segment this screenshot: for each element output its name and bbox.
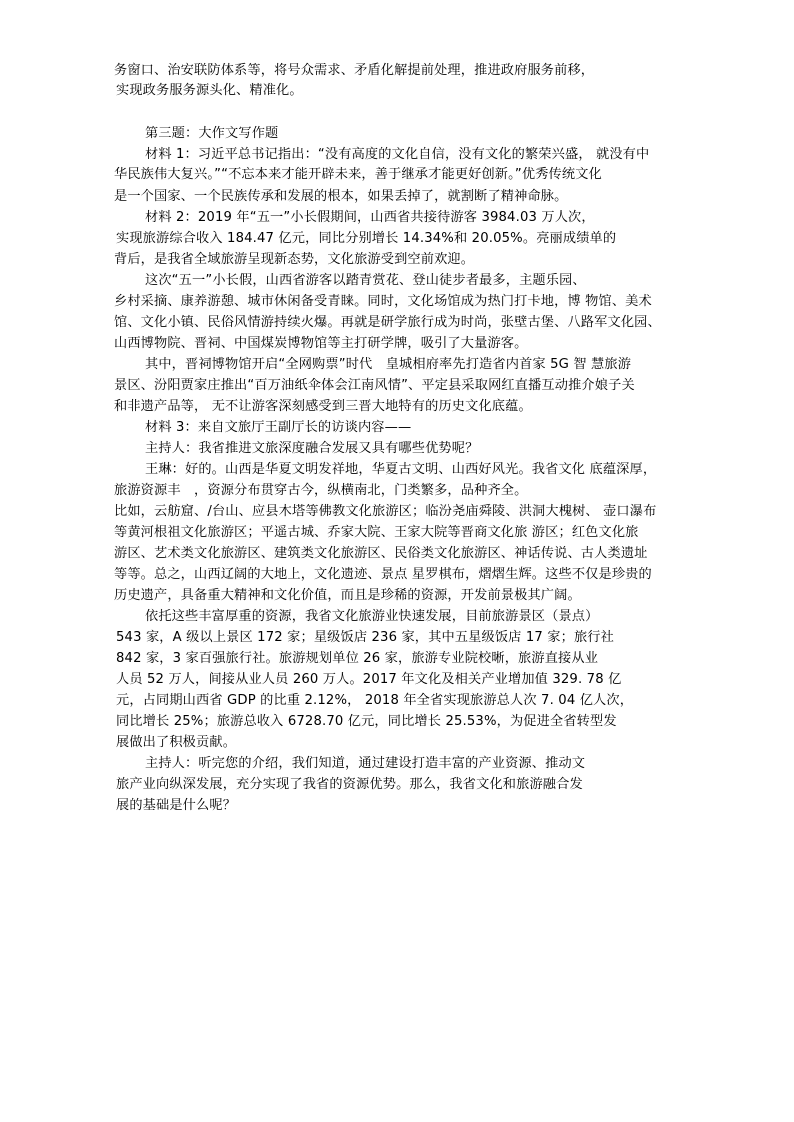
text-line: 旅游资源丰 ，资源分布贯穿古今，纵横南北，门类繁多，品种齐全。: [114, 483, 528, 498]
section-heading: 第三题：大作文写作题: [145, 126, 279, 141]
text-line: 等黄河根祖文化旅游区；平遥古城、乔家大院、王家大院等晋商文化旅 游区；红色文化旅: [114, 525, 639, 540]
text-line: 842 家，3 家百强旅行社。旅游规划单位 26 家，旅游专业院校晰，旅游直接从业: [116, 651, 599, 666]
text-line: 务窗口、治安联防体系等，将号众需求、矛盾化解提前处理，推进政府服务前移，: [114, 63, 595, 78]
text-line: 历史遗产，具备重大精神和文化价值，而且是珍稀的资源，开发前景极其广阔。: [114, 588, 581, 603]
text-line: 乡村采摘、康养游憩、城市休闲备受青睐。同时，文化场馆成为热门打卡地，博 物馆、美术: [114, 294, 652, 309]
text-line: 其中，晋祠博物馆开启“全网购票”时代 皇城相府率先打造省内首家 5G 智 慧旅游: [145, 357, 632, 372]
text-line: 543 家，A 级以上景区 172 家；星级饭店 236 家，其中五星级饭店 17 家；旅行社: [116, 630, 614, 645]
text-line: 依托这些丰富厚重的资源，我省文化旅游业快速发展，目前旅游景区（景点）: [145, 609, 599, 624]
text-line: 山西博物院、晋祠、中国煤炭博物馆等主打研学牌，吸引了大量游客。: [114, 336, 528, 351]
text-line: 这次“五一”小长假，山西省游客以踏青赏花、登山徒步者最多，主题乐园、: [145, 273, 586, 288]
text-line: 背后，是我省全域旅游呈现新态势，文化旅游受到空前欢迎。: [114, 252, 475, 267]
text-line: 游区、艺术类文化旅游区、建筑类文化旅游区、民俗类文化旅游区、神话传说、古人类遗址: [114, 546, 648, 561]
text-line: 王琳：好的。山西是华夏文明发祥地，华夏古文明、山西好风光。我省文化 底蕴深厚，: [145, 462, 657, 477]
text-line: 华民族伟大复兴。”“不忘本来才能开辟未来，善于继承才能更好创新。”优秀传统文化: [114, 167, 602, 182]
text-line: 主持人：听完您的介绍，我们知道，通过建设打造丰富的产业资源、推动文: [145, 756, 586, 771]
text-line: 旅产业向纵深发展，充分实现了我省的资源优势。那么，我省文化和旅游融合发: [116, 777, 583, 792]
text-line: 实现旅游综合收入 184.47 亿元，同比分别增长 14.34%和 20.05%。亮丽成绩单的: [116, 231, 617, 246]
text-line: 和非遗产品等， 无不让游客深刻感受到三晋大地特有的历史文化底蕴。: [114, 399, 532, 414]
text-line: 是一个国家、一个民族传承和发展的根本，如果丢掉了，就割断了精神命脉。: [114, 189, 568, 204]
text-line: 比如，云舫窟、/台山、应县木塔等佛教文化旅游区；临汾尧庙舜陵、洪洞大槐树、 壶口瀑布: [114, 504, 657, 519]
text-line: 馆、文化小镇、民俗风情游持续火爆。再就是研学旅行成为时尚，张壁古堡、八路军文化园、: [114, 315, 661, 330]
text-line: 元，占同期山西省 GDP 的比重 2.12%， 2018 年全省实现旅游总人次 7. 04 亿人次，: [116, 693, 634, 708]
text-line: 人员 52 万人，间接从业人员 260 万人。2017 年文化及相关产业增加值 329. 78 亿: [116, 672, 622, 687]
text-line: 景区、汾阳贾家庄推出“百万油纸伞体会江南风情”、平定县采取网红直播互动推介娘子关: [114, 378, 635, 393]
text-line: 材料 1：习近平总书记指出：“没有高度的文化自信，没有文化的繁荣兴盛， 就没有中: [145, 147, 650, 162]
text-line: 材料 2：2019 年“五一”小长假期间，山西省共接待游客 3984.03 万人次，: [145, 210, 595, 225]
text-line: 同比增长 25%；旅游总收入 6728.70 亿元，同比增长 25.53%，为促进全省转型发: [116, 714, 617, 729]
text-line: 实现政务服务源头化、精准化。: [116, 83, 303, 98]
text-line: 展的基础是什么呢？: [116, 798, 237, 813]
text-line: 等等。总之，山西辽阔的大地上，文化遗迹、景点 星罗棋布，熠熠生辉。这些不仅是珍贵的: [114, 567, 652, 582]
text-line: 展做出了积极贡献。: [116, 735, 237, 750]
text-line: 材料 3：来自文旅厅王副厅长的访谈内容——: [145, 420, 412, 435]
text-line: 主持人：我省推进文旅深度融合发展又具有哪些优势呢？: [145, 441, 479, 456]
